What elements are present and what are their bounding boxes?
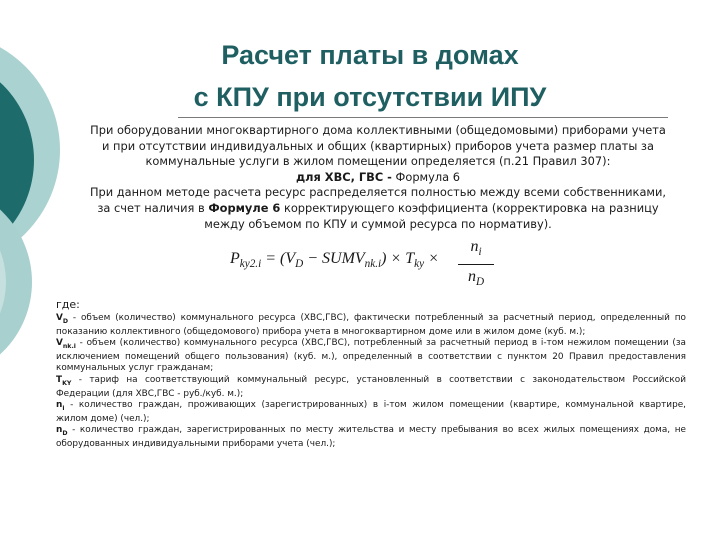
- legend-text: - объем (количество) коммунального ресурса (ХВС,ГВС), потребленный за расчетный период в i-том нежилом помещении (за исключением помещений общего пользования) (куб. м.), определенный в соответствии с пунктом 20 Правил предоставления коммунальных услуг гражданам;: [56, 338, 686, 374]
- formula-operator: ×: [424, 250, 439, 267]
- intro-bold: Формуле 6: [208, 200, 281, 215]
- formula-subscript: D: [475, 276, 485, 289]
- title-line-1: Расчет платы в домах: [221, 40, 519, 70]
- intro-text: корректирующего коэффициента (корректировка на разницу: [280, 200, 659, 215]
- formula-fraction: [458, 236, 494, 293]
- legend-text: - количество граждан, зарегистрированных по месту жительства и месту пребывания во всех жилых помещениях дома, не оборудованных индивидуальными приборами учета (чел.);: [56, 424, 686, 449]
- intro-formula-ref: Формула 6: [391, 169, 461, 184]
- formula-subscript: ky: [414, 258, 425, 271]
- legend-subscript: D: [62, 429, 68, 437]
- variable-legend: [56, 298, 686, 450]
- intro-line: При оборудовании многоквартирного дома коллективными (общедомовыми) приборами учета: [90, 123, 666, 137]
- formula-symbol: V: [285, 250, 296, 267]
- legend-text: - объем (количество) коммунального ресурса (ХВС,ГВС), фактически потребленный за расчетный период, определенный по показанию коллективного (общедомового) прибора учета в многоквартирном доме или в жилом доме (куб. м.);: [56, 313, 686, 337]
- intro-text: за счет наличия в: [97, 200, 209, 215]
- slide-title: [150, 34, 590, 118]
- formula-6: [230, 236, 510, 289]
- intro-line: [64, 201, 692, 217]
- intro-line: и при отсутствии индивидуальных и общих (квартирных) приборов учета размер платы за: [102, 138, 654, 153]
- legend-heading: где:: [56, 298, 80, 311]
- legend-symbol: n: [56, 399, 63, 410]
- intro-paragraph: [64, 123, 692, 232]
- legend-subscript: nk.i: [62, 342, 76, 350]
- legend-symbol: n: [56, 424, 63, 435]
- legend-text: - количество граждан, проживающих (зарегистрированных) в i-том жилом помещении (квартире, коммунальной квартире, жилом доме) (чел.);: [56, 399, 686, 424]
- legend-item-tky: [56, 375, 686, 400]
- legend-subscript: i: [62, 404, 65, 412]
- intro-line: между объемом по КПУ и суммой ресурса по нормативу).: [204, 216, 552, 231]
- formula-subscript: D: [295, 258, 304, 271]
- intro-line: коммунальные услуги в жилом помещении определяется (п.21 Правил 307):: [145, 154, 611, 169]
- formula-symbol: P: [230, 250, 240, 267]
- formula-symbol: n: [470, 238, 479, 255]
- title-line-2: с КПУ при отсутствии ИПУ: [193, 82, 547, 112]
- decorative-circles: [0, 0, 80, 540]
- formula-subscript: i: [478, 246, 482, 259]
- legend-symbol: V: [56, 338, 63, 349]
- intro-bold: для ХВС, ГВС -: [295, 169, 392, 184]
- fraction-numerator: [458, 236, 494, 263]
- legend-symbol: V: [56, 313, 63, 323]
- legend-symbol: T: [56, 374, 63, 385]
- legend-item-nd: [56, 425, 686, 450]
- legend-subscript: KY: [62, 379, 72, 387]
- intro-line: [64, 170, 692, 186]
- legend-item-vd: [56, 313, 686, 338]
- legend-subscript: D: [62, 317, 69, 325]
- formula-operator: −: [303, 250, 323, 267]
- title-divider: [178, 117, 668, 118]
- intro-line: При данном методе расчета ресурс распределяется полностью между всеми собственниками,: [89, 185, 667, 200]
- legend-text: - тариф на соответствующий коммунальный ресурс, установленный в соответствии с законодательством Российской Федерации (для ХВС,ГВС - руб./куб. м.);: [56, 374, 686, 399]
- formula-symbol: SUMV: [322, 250, 365, 267]
- legend-item-vnk: [56, 338, 686, 374]
- formula-operator: = (: [261, 250, 286, 267]
- formula-operator: ) ×: [381, 250, 406, 267]
- fraction-denominator: [458, 266, 494, 293]
- formula-symbol: T: [405, 250, 415, 267]
- formula-subscript: nk.i: [364, 258, 382, 271]
- formula-subscript: ky2.i: [239, 258, 262, 271]
- fraction-bar: [458, 264, 494, 265]
- legend-item-ni: [56, 400, 686, 425]
- formula-symbol: n: [467, 268, 476, 286]
- formula-expression: [230, 250, 439, 270]
